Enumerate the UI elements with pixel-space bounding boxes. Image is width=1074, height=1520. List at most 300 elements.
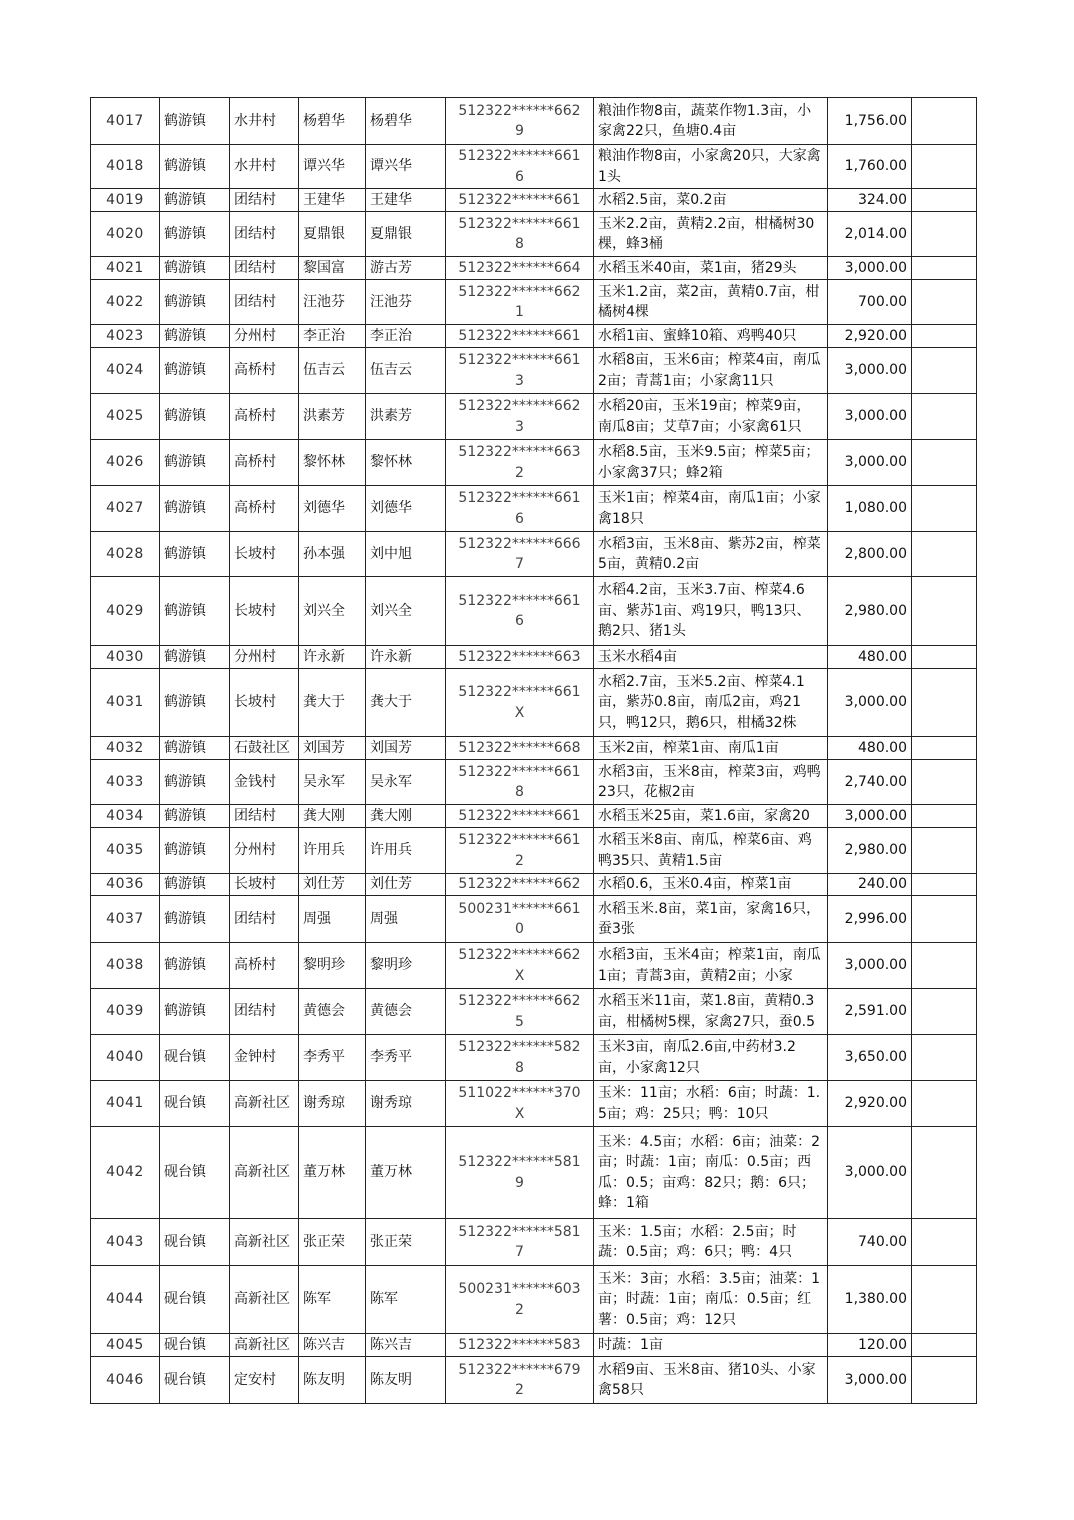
name-cell: 夏鼎银 xyxy=(299,212,366,257)
village-cell: 高桥村 xyxy=(230,943,299,989)
village-cell: 定安村 xyxy=(230,1357,299,1404)
id-number-cell xyxy=(446,532,594,577)
town-cell: 鹤游镇 xyxy=(160,145,230,189)
payee-name-cell: 龚大刚 xyxy=(366,805,446,828)
records-table xyxy=(90,97,977,1404)
id-number-main: 512322******666 xyxy=(458,535,581,552)
name-cell: 黎明珍 xyxy=(299,943,366,989)
town-cell: 鹤游镇 xyxy=(160,874,230,896)
table-row xyxy=(91,737,977,760)
amount-cell: 1,080.00 xyxy=(828,486,912,532)
id-number-main: 512322******679 xyxy=(458,1361,581,1378)
table-body xyxy=(91,98,977,1404)
description-cell: 水稻3亩，玉米8亩，榨菜3亩，鸡鸭23只，花椒2亩 xyxy=(594,760,828,805)
table-row xyxy=(91,805,977,828)
amount-cell: 240.00 xyxy=(828,874,912,896)
town-cell: 砚台镇 xyxy=(160,1081,230,1127)
payee-name-cell: 刘仕芳 xyxy=(366,874,446,896)
id-number-main: 500231******661 xyxy=(458,900,581,917)
town-cell: 鹤游镇 xyxy=(160,828,230,874)
remark-cell xyxy=(912,257,977,280)
village-cell: 团结村 xyxy=(230,189,299,212)
amount-cell: 3,000.00 xyxy=(828,1127,912,1219)
payee-name-cell: 陈兴吉 xyxy=(366,1334,446,1357)
table-row xyxy=(91,1127,977,1219)
remark-cell xyxy=(912,486,977,532)
description-cell: 玉米：3亩；水稻：3.5亩；油菜：1亩；时蔬：1亩；南瓜：0.5亩；红薯：0.5亩；鸡：12只 xyxy=(594,1266,828,1334)
remark-cell xyxy=(912,189,977,212)
amount-cell: 480.00 xyxy=(828,737,912,760)
id-number-cell xyxy=(446,805,594,828)
payee-name-cell: 夏鼎银 xyxy=(366,212,446,257)
payee-name-cell: 谢秀琼 xyxy=(366,1081,446,1127)
table-row xyxy=(91,212,977,257)
payee-name-cell: 刘德华 xyxy=(366,486,446,532)
remark-cell xyxy=(912,874,977,896)
row-number: 4026 xyxy=(91,440,160,486)
id-number-cell xyxy=(446,212,594,257)
row-number: 4025 xyxy=(91,394,160,440)
remark-cell xyxy=(912,943,977,989)
name-cell: 董万林 xyxy=(299,1127,366,1219)
town-cell: 鹤游镇 xyxy=(160,737,230,760)
id-number-tail: 1 xyxy=(515,304,524,320)
id-number-tail: 8 xyxy=(515,784,524,800)
row-number: 4031 xyxy=(91,669,160,737)
id-number-tail: 8 xyxy=(515,1059,524,1076)
row-number: 4038 xyxy=(91,943,160,989)
payee-name-cell: 刘兴全 xyxy=(366,577,446,646)
remark-cell xyxy=(912,1219,977,1266)
remark-cell xyxy=(912,145,977,189)
description-cell: 玉米2亩，榨菜1亩、南瓜1亩 xyxy=(594,737,828,760)
row-number: 4029 xyxy=(91,577,160,646)
town-cell: 鹤游镇 xyxy=(160,669,230,737)
description-cell: 水稻2.5亩，菜0.2亩 xyxy=(594,189,828,212)
row-number: 4017 xyxy=(91,98,160,145)
id-number-tail: 7 xyxy=(515,1244,524,1260)
id-number-cell xyxy=(446,145,594,189)
village-cell: 团结村 xyxy=(230,805,299,828)
payee-name-cell: 许用兵 xyxy=(366,828,446,874)
remark-cell xyxy=(912,1127,977,1219)
amount-cell: 2,920.00 xyxy=(828,325,912,348)
id-number-main: 512322******662 xyxy=(458,876,581,893)
name-cell: 孙本强 xyxy=(299,532,366,577)
village-cell: 长坡村 xyxy=(230,874,299,896)
remark-cell xyxy=(912,646,977,669)
town-cell: 鹤游镇 xyxy=(160,440,230,486)
description-cell: 水稻玉米40亩，菜1亩，猪29头 xyxy=(594,257,828,280)
id-number-main: 500231******603 xyxy=(458,1281,581,1297)
village-cell: 高桥村 xyxy=(230,440,299,486)
town-cell: 鹤游镇 xyxy=(160,189,230,212)
payee-name-cell: 李秀平 xyxy=(366,1035,446,1081)
payee-name-cell: 洪素芳 xyxy=(366,394,446,440)
id-number-main: 512322******661 xyxy=(458,148,581,164)
table-row xyxy=(91,145,977,189)
row-number: 4036 xyxy=(91,874,160,896)
id-number-main: 512322******581 xyxy=(458,1154,581,1170)
amount-cell: 3,000.00 xyxy=(828,805,912,828)
id-number-main: 512322******661 xyxy=(458,191,581,208)
id-number-cell xyxy=(446,577,594,646)
table-row xyxy=(91,486,977,532)
id-number-main: 512322******581 xyxy=(458,1223,581,1240)
id-number-main: 512322******661 xyxy=(458,215,581,232)
amount-cell: 120.00 xyxy=(828,1334,912,1357)
description-cell: 玉米1亩；榨菜4亩，南瓜1亩；小家禽18只 xyxy=(594,486,828,532)
description-cell: 玉米2.2亩，黄精2.2亩，柑橘树30棵，蜂3桶 xyxy=(594,212,828,257)
id-number-tail: 5 xyxy=(515,1013,524,1030)
description-cell: 水稻3亩，玉米8亩、紫苏2亩，榨菜5亩，黄精0.2亩 xyxy=(594,532,828,577)
id-number-cell xyxy=(446,394,594,440)
amount-cell: 2,996.00 xyxy=(828,896,912,943)
name-cell: 许用兵 xyxy=(299,828,366,874)
amount-cell: 2,920.00 xyxy=(828,1081,912,1127)
remark-cell xyxy=(912,532,977,577)
remark-cell xyxy=(912,1357,977,1404)
name-cell: 黎怀林 xyxy=(299,440,366,486)
row-number: 4040 xyxy=(91,1035,160,1081)
amount-cell: 324.00 xyxy=(828,189,912,212)
description-cell: 粮油作物8亩，小家禽20只，大家禽1头 xyxy=(594,145,828,189)
table-row xyxy=(91,1219,977,1266)
remark-cell xyxy=(912,896,977,943)
table-row xyxy=(91,98,977,145)
village-cell: 金钱村 xyxy=(230,760,299,805)
description-cell: 水稻9亩、玉米8亩、猪10头、小家禽58只 xyxy=(594,1357,828,1404)
amount-cell: 1,380.00 xyxy=(828,1266,912,1334)
table-row xyxy=(91,440,977,486)
row-number: 4039 xyxy=(91,989,160,1035)
description-cell: 玉米：4.5亩；水稻：6亩；油菜：2亩；时蔬：1亩；南瓜：0.5亩；西瓜：0.5；亩鸡：82只；鹅：6只；蜂：1箱 xyxy=(594,1127,828,1219)
village-cell: 高桥村 xyxy=(230,486,299,532)
description-cell: 玉米水稻4亩 xyxy=(594,646,828,669)
id-number-cell xyxy=(446,280,594,325)
village-cell: 水井村 xyxy=(230,145,299,189)
payee-name-cell: 王建华 xyxy=(366,189,446,212)
table-row xyxy=(91,1334,977,1357)
town-cell: 砚台镇 xyxy=(160,1334,230,1357)
village-cell: 高桥村 xyxy=(230,394,299,440)
id-number-tail: 3 xyxy=(515,372,524,389)
id-number-main: 512322******662 xyxy=(458,102,581,119)
row-number: 4035 xyxy=(91,828,160,874)
village-cell: 石鼓社区 xyxy=(230,737,299,760)
name-cell: 龚大刚 xyxy=(299,805,366,828)
town-cell: 鹤游镇 xyxy=(160,257,230,280)
row-number: 4023 xyxy=(91,325,160,348)
description-cell: 玉米：11亩；水稻：6亩；时蔬：1.5亩；鸡：25只；鸭：10只 xyxy=(594,1081,828,1127)
name-cell: 黎国富 xyxy=(299,257,366,280)
description-cell: 水稻玉米25亩，菜1.6亩，家禽20 xyxy=(594,805,828,828)
description-cell: 水稻3亩，玉米4亩；榨菜1亩，南瓜1亩；青蒿3亩，黄精2亩；小家 xyxy=(594,943,828,989)
id-number-cell xyxy=(446,486,594,532)
name-cell: 张正荣 xyxy=(299,1219,366,1266)
row-number: 4034 xyxy=(91,805,160,828)
id-number-cell xyxy=(446,1127,594,1219)
id-number-main: 512322******661 xyxy=(458,490,581,506)
description-cell: 水稻0.6，玉米0.4亩，榨菜1亩 xyxy=(594,874,828,896)
id-number-cell xyxy=(446,943,594,989)
name-cell: 陈友明 xyxy=(299,1357,366,1404)
id-number-main: 512322******582 xyxy=(458,1039,581,1055)
village-cell: 高新社区 xyxy=(230,1266,299,1334)
id-number-main: 512322******662 xyxy=(458,283,581,300)
village-cell: 分州村 xyxy=(230,646,299,669)
town-cell: 鹤游镇 xyxy=(160,896,230,943)
row-number: 4044 xyxy=(91,1266,160,1334)
village-cell: 高新社区 xyxy=(230,1334,299,1357)
table-row xyxy=(91,257,977,280)
id-number-cell xyxy=(446,1219,594,1266)
village-cell: 长坡村 xyxy=(230,532,299,577)
village-cell: 高桥村 xyxy=(230,348,299,394)
id-number-cell xyxy=(446,874,594,896)
payee-name-cell: 黎明珍 xyxy=(366,943,446,989)
description-cell: 水稻20亩，玉米19亩；榨菜9亩，南瓜8亩；艾草7亩；小家禽61只 xyxy=(594,394,828,440)
row-number: 4041 xyxy=(91,1081,160,1127)
amount-cell: 3,000.00 xyxy=(828,440,912,486)
id-number-tail: 0 xyxy=(515,921,524,937)
name-cell: 陈军 xyxy=(299,1266,366,1334)
name-cell: 刘仕芳 xyxy=(299,874,366,896)
town-cell: 鹤游镇 xyxy=(160,532,230,577)
payee-name-cell: 许永新 xyxy=(366,646,446,669)
row-number: 4024 xyxy=(91,348,160,394)
payee-name-cell: 刘中旭 xyxy=(366,532,446,577)
name-cell: 谭兴华 xyxy=(299,145,366,189)
name-cell: 刘国芳 xyxy=(299,737,366,760)
village-cell: 分州村 xyxy=(230,828,299,874)
remark-cell xyxy=(912,577,977,646)
table-row xyxy=(91,1081,977,1127)
name-cell: 龚大于 xyxy=(299,669,366,737)
description-cell: 玉米3亩，南瓜2.6亩,中药材3.2亩，小家禽12只 xyxy=(594,1035,828,1081)
id-number-cell xyxy=(446,896,594,943)
id-number-tail: X xyxy=(514,967,525,984)
id-number-tail: 2 xyxy=(515,464,524,481)
remark-cell xyxy=(912,440,977,486)
table-row xyxy=(91,189,977,212)
name-cell: 陈兴吉 xyxy=(299,1334,366,1357)
id-number-tail: 8 xyxy=(515,236,524,252)
amount-cell: 1,760.00 xyxy=(828,145,912,189)
id-number-cell xyxy=(446,989,594,1035)
name-cell: 刘兴全 xyxy=(299,577,366,646)
table-row xyxy=(91,896,977,943)
id-number-cell xyxy=(446,1081,594,1127)
id-number-main: 512322******663 xyxy=(458,444,581,460)
amount-cell: 3,000.00 xyxy=(828,1357,912,1404)
table-row xyxy=(91,943,977,989)
town-cell: 鹤游镇 xyxy=(160,325,230,348)
table-row xyxy=(91,828,977,874)
town-cell: 砚台镇 xyxy=(160,1127,230,1219)
amount-cell: 3,000.00 xyxy=(828,257,912,280)
amount-cell: 740.00 xyxy=(828,1219,912,1266)
id-number-tail: 2 xyxy=(515,852,524,869)
remark-cell xyxy=(912,669,977,737)
id-number-main: 512322******661 xyxy=(458,592,581,609)
town-cell: 鹤游镇 xyxy=(160,989,230,1035)
remark-cell xyxy=(912,737,977,760)
description-cell: 玉米：1.5亩；水稻：2.5亩；时蔬：0.5亩；鸡：6只；鸭：4只 xyxy=(594,1219,828,1266)
payee-name-cell: 黄德会 xyxy=(366,989,446,1035)
id-number-main: 512322******661 xyxy=(458,807,581,824)
id-number-cell xyxy=(446,1035,594,1081)
row-number: 4019 xyxy=(91,189,160,212)
id-number-main: 512322******661 xyxy=(458,763,581,780)
remark-cell xyxy=(912,212,977,257)
payee-name-cell: 吴永军 xyxy=(366,760,446,805)
name-cell: 伍吉云 xyxy=(299,348,366,394)
table-row xyxy=(91,1035,977,1081)
row-number: 4018 xyxy=(91,145,160,189)
name-cell: 杨碧华 xyxy=(299,98,366,145)
id-number-cell xyxy=(446,98,594,145)
payee-name-cell: 汪池芬 xyxy=(366,280,446,325)
remark-cell xyxy=(912,348,977,394)
description-cell: 时蔬：1亩 xyxy=(594,1334,828,1357)
row-number: 4046 xyxy=(91,1357,160,1404)
table-row xyxy=(91,577,977,646)
remark-cell xyxy=(912,1266,977,1334)
town-cell: 鹤游镇 xyxy=(160,212,230,257)
row-number: 4020 xyxy=(91,212,160,257)
payee-name-cell: 陈友明 xyxy=(366,1357,446,1404)
village-cell: 高新社区 xyxy=(230,1219,299,1266)
description-cell: 水稻8.5亩，玉米9.5亩；榨菜5亩；小家禽37只；蜂2箱 xyxy=(594,440,828,486)
payee-name-cell: 刘国芳 xyxy=(366,737,446,760)
amount-cell: 3,000.00 xyxy=(828,669,912,737)
name-cell: 刘德华 xyxy=(299,486,366,532)
amount-cell: 1,756.00 xyxy=(828,98,912,145)
remark-cell xyxy=(912,1334,977,1357)
payee-name-cell: 李正治 xyxy=(366,325,446,348)
village-cell: 长坡村 xyxy=(230,577,299,646)
town-cell: 鹤游镇 xyxy=(160,98,230,145)
table-row xyxy=(91,874,977,896)
town-cell: 砚台镇 xyxy=(160,1219,230,1266)
description-cell: 水稻玉米11亩，菜1.8亩，黄精0.3亩，柑橘树5棵，家禽27只，蚕0.5 xyxy=(594,989,828,1035)
description-cell: 水稻8亩，玉米6亩；榨菜4亩，南瓜2亩；青蒿1亩；小家禽11只 xyxy=(594,348,828,394)
name-cell: 吴永军 xyxy=(299,760,366,805)
id-number-cell xyxy=(446,348,594,394)
id-number-tail: 2 xyxy=(515,1382,524,1398)
amount-cell: 3,000.00 xyxy=(828,394,912,440)
id-number-main: 512322******662 xyxy=(458,947,581,963)
village-cell: 团结村 xyxy=(230,212,299,257)
town-cell: 鹤游镇 xyxy=(160,646,230,669)
id-number-cell xyxy=(446,669,594,737)
remark-cell xyxy=(912,1035,977,1081)
id-number-tail: 9 xyxy=(515,1174,524,1191)
amount-cell: 2,591.00 xyxy=(828,989,912,1035)
remark-cell xyxy=(912,989,977,1035)
name-cell: 王建华 xyxy=(299,189,366,212)
row-number: 4027 xyxy=(91,486,160,532)
id-number-cell xyxy=(446,828,594,874)
row-number: 4043 xyxy=(91,1219,160,1266)
row-number: 4028 xyxy=(91,532,160,577)
payee-name-cell: 游古芳 xyxy=(366,257,446,280)
amount-cell: 2,740.00 xyxy=(828,760,912,805)
village-cell: 长坡村 xyxy=(230,669,299,737)
amount-cell: 2,980.00 xyxy=(828,577,912,646)
village-cell: 团结村 xyxy=(230,896,299,943)
remark-cell xyxy=(912,805,977,828)
id-number-main: 512322******668 xyxy=(458,739,581,756)
row-number: 4037 xyxy=(91,896,160,943)
table-row xyxy=(91,646,977,669)
table-row xyxy=(91,669,977,737)
row-number: 4045 xyxy=(91,1334,160,1357)
amount-cell: 2,014.00 xyxy=(828,212,912,257)
town-cell: 砚台镇 xyxy=(160,1357,230,1404)
id-number-cell xyxy=(446,189,594,212)
description-cell: 粮油作物8亩，蔬菜作物1.3亩，小家禽22只，鱼塘0.4亩 xyxy=(594,98,828,145)
table-row xyxy=(91,280,977,325)
remark-cell xyxy=(912,325,977,348)
town-cell: 鹤游镇 xyxy=(160,486,230,532)
description-cell: 水稻4.2亩，玉米3.7亩、榨菜4.6亩、紫苏1亩、鸡19只，鸭13只、鹅2只、猪1头 xyxy=(594,577,828,646)
table-row xyxy=(91,1357,977,1404)
id-number-cell xyxy=(446,1357,594,1404)
town-cell: 鹤游镇 xyxy=(160,280,230,325)
id-number-tail: 7 xyxy=(515,556,524,572)
row-number: 4022 xyxy=(91,280,160,325)
id-number-main: 511022******370 xyxy=(458,1085,581,1101)
village-cell: 高新社区 xyxy=(230,1127,299,1219)
village-cell: 金钟村 xyxy=(230,1035,299,1081)
town-cell: 鹤游镇 xyxy=(160,577,230,646)
village-cell: 高新社区 xyxy=(230,1081,299,1127)
town-cell: 砚台镇 xyxy=(160,1266,230,1334)
description-cell: 水稻玉米.8亩，菜1亩，家禽16只，蚕3张 xyxy=(594,896,828,943)
name-cell: 许永新 xyxy=(299,646,366,669)
amount-cell: 2,800.00 xyxy=(828,532,912,577)
village-cell: 分州村 xyxy=(230,325,299,348)
table-row xyxy=(91,348,977,394)
id-number-tail: 3 xyxy=(515,418,524,435)
description-cell: 水稻1亩、蜜蜂10箱、鸡鸭40只 xyxy=(594,325,828,348)
payee-name-cell: 董万林 xyxy=(366,1127,446,1219)
town-cell: 鹤游镇 xyxy=(160,348,230,394)
row-number: 4042 xyxy=(91,1127,160,1219)
id-number-tail: X xyxy=(514,1105,525,1122)
id-number-main: 512322******663 xyxy=(458,648,581,665)
row-number: 4030 xyxy=(91,646,160,669)
name-cell: 洪素芳 xyxy=(299,394,366,440)
remark-cell xyxy=(912,98,977,145)
name-cell: 周强 xyxy=(299,896,366,943)
id-number-main: 512322******662 xyxy=(458,993,581,1009)
remark-cell xyxy=(912,394,977,440)
id-number-tail: X xyxy=(514,704,525,721)
payee-name-cell: 张正荣 xyxy=(366,1219,446,1266)
name-cell: 李秀平 xyxy=(299,1035,366,1081)
town-cell: 砚台镇 xyxy=(160,1035,230,1081)
table-row xyxy=(91,1266,977,1334)
id-number-tail: 6 xyxy=(515,613,524,629)
id-number-tail: 2 xyxy=(515,1301,524,1318)
payee-name-cell: 杨碧华 xyxy=(366,98,446,145)
amount-cell: 3,000.00 xyxy=(828,943,912,989)
id-number-tail: 9 xyxy=(515,123,524,139)
town-cell: 鹤游镇 xyxy=(160,805,230,828)
